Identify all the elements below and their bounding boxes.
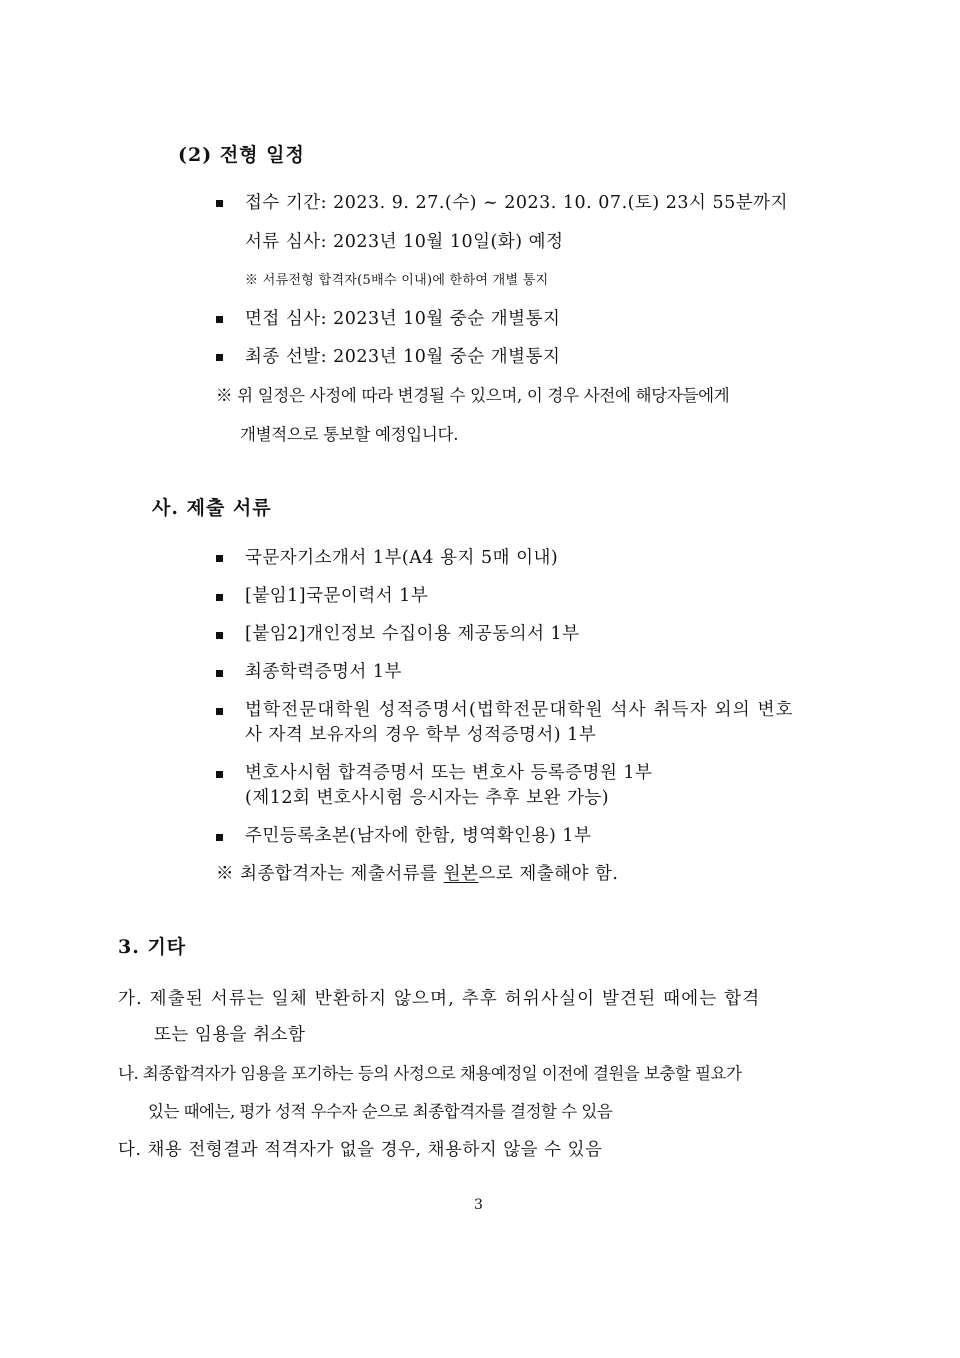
bullet-icon [216, 555, 223, 562]
bullet-icon [216, 771, 223, 778]
schedule-heading: (2) 전형 일정 [178, 144, 305, 166]
etc-item-ga-line2: 또는 임용을 취소함 [154, 1025, 306, 1045]
schedule-note-line2: 개별적으로 통보할 예정입니다. [240, 425, 459, 444]
documents-item-bar-exam-line1: 변호사시험 합격증명서 또는 변호사 등록증명원 1부 [245, 763, 653, 783]
schedule-item-interview: 면접 심사: 2023년 10월 중순 개별통지 [245, 309, 561, 329]
schedule-item-application: 접수 기간: 2023. 9. 27.(수) ~ 2023. 10. 07.(토) 23시 55분까지 [245, 193, 788, 213]
bullet-icon [216, 200, 223, 207]
documents-item-privacy-consent: [붙임2]개인정보 수집이용 제공동의서 1부 [245, 624, 580, 644]
bullet-icon [216, 670, 223, 677]
etc-item-na-line1: 나. 최종합격자가 임용을 포기하는 등의 사정으로 채용예정일 이전에 결원을 보충할 필요가 [118, 1064, 742, 1083]
bullet-icon [216, 316, 223, 323]
documents-item-cover-letter: 국문자기소개서 1부(A4 용지 5매 이내) [245, 548, 559, 568]
documents-heading: 사. 제출 서류 [152, 497, 272, 519]
schedule-item-document-review: 서류 심사: 2023년 10월 10일(화) 예정 [245, 232, 564, 252]
schedule-item-final: 최종 선발: 2023년 10월 중순 개별통지 [245, 347, 561, 367]
documents-item-bar-exam-line2: (제12회 변호사시험 응시자는 추후 보완 가능) [245, 788, 610, 808]
documents-item-resume: [붙임1]국문이력서 1부 [245, 586, 429, 606]
schedule-item-document-note: ※ 서류전형 합격자(5배수 이내)에 한하여 개별 통지 [245, 273, 549, 288]
documents-note [216, 860, 619, 885]
documents-note-prefix: ※ 최종합격자는 제출서류를 [216, 864, 444, 884]
documents-note-original: 원본 [443, 864, 479, 884]
documents-item-transcript-line2: 사 자격 보유자의 경우 학부 성적증명서) 1부 [245, 725, 597, 745]
page-number: 3 [474, 1197, 483, 1213]
bullet-icon [216, 354, 223, 361]
etc-item-na-line2: 있는 때에는, 평가 성적 우수자 순으로 최종합격자를 결정할 수 있음 [148, 1102, 613, 1121]
documents-item-resident-record: 주민등록초본(남자에 한함, 병역확인용) 1부 [245, 826, 592, 846]
etc-item-ga-line1: 가. 제출된 서류는 일체 반환하지 않으며, 추후 허위사실이 발견된 때에는 합격 [118, 989, 761, 1009]
bullet-icon [216, 594, 223, 601]
etc-heading: 3. 기타 [118, 936, 187, 958]
schedule-note-line1: ※ 위 일정은 사정에 따라 변경될 수 있으며, 이 경우 사전에 해당자들에게 [216, 386, 730, 405]
etc-item-da: 다. 채용 전형결과 적격자가 없을 경우, 채용하지 않을 수 있음 [118, 1140, 603, 1160]
bullet-icon [216, 708, 223, 715]
documents-note-suffix: 으로 제출해야 함. [478, 864, 619, 884]
bullet-icon [216, 834, 223, 841]
bullet-icon [216, 632, 223, 639]
documents-item-education: 최종학력증명서 1부 [245, 662, 402, 682]
documents-item-transcript-line1: 법학전문대학원 성적증명서(법학전문대학원 석사 취득자 외의 변호 [245, 700, 794, 720]
